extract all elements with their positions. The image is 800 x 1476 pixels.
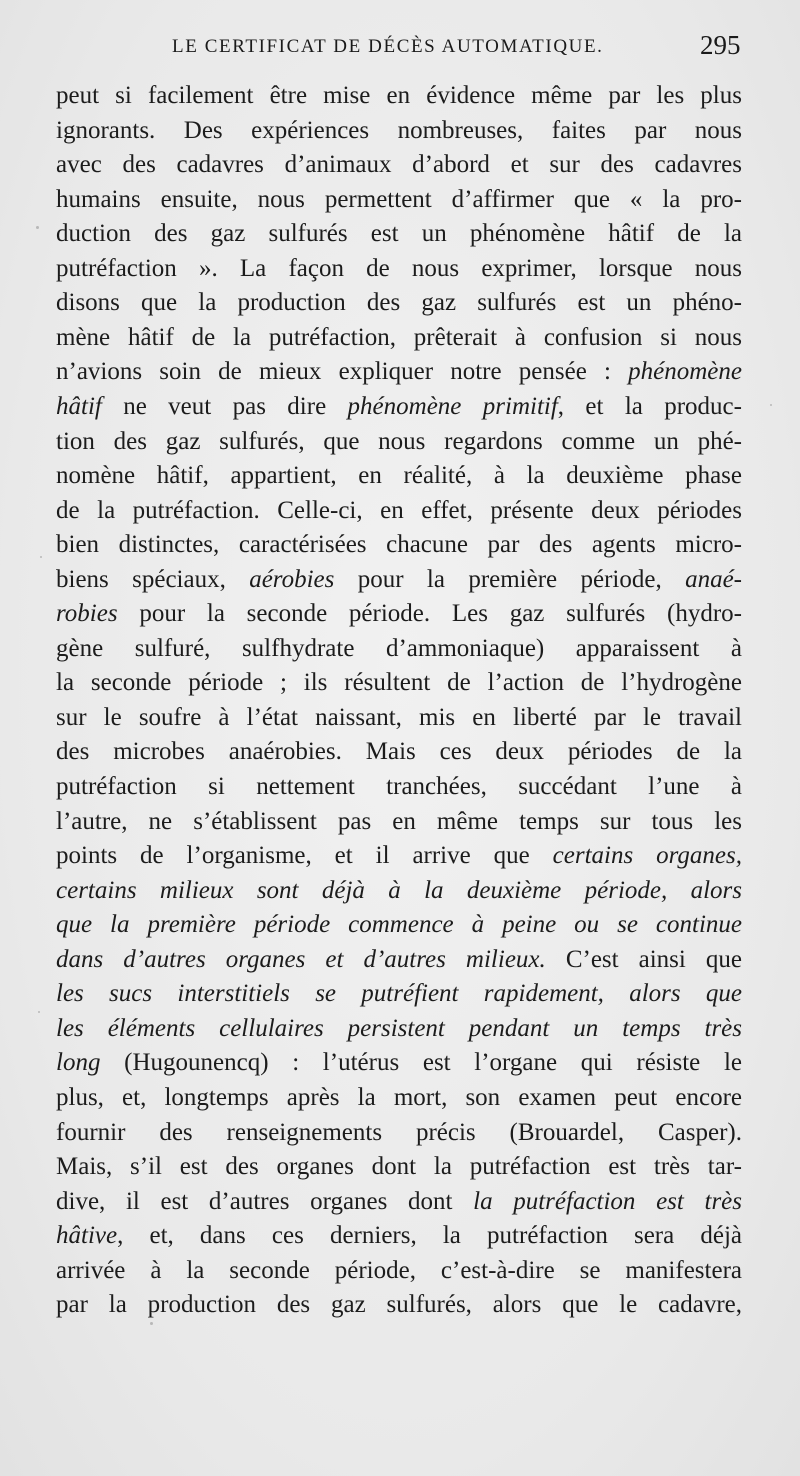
text-line <box>56 770 742 804</box>
text-line <box>56 1254 742 1288</box>
text-segment: gène sulfuré, sulfhydrate d’ammoniaque) apparaissent à <box>56 634 742 662</box>
text-line <box>56 1116 742 1150</box>
text-segment: putréfaction ». La façon de nous exprimer, lorsque nous <box>56 254 742 282</box>
print-speck <box>150 1322 153 1325</box>
italic-text-segment: certains organes, <box>552 842 742 870</box>
text-line <box>56 217 742 251</box>
text-segment: (Hugounencq) : l’utérus est l’organe qui résiste le <box>100 1049 742 1077</box>
text-line <box>56 1046 742 1080</box>
text-segment: putréfaction si nettement tranchées, succédant l’une à <box>56 773 742 800</box>
text-segment: arrivée à la seconde période, c’est-à-dire se manifestera <box>56 1256 742 1284</box>
italic-text-segment: phénomène <box>628 358 742 386</box>
italic-text-segment: hâtive <box>56 1222 118 1250</box>
text-segment: par la production des gaz sulfurés, alors que le cadavre, <box>56 1291 742 1319</box>
italic-text-segment: phénomène primitif <box>347 392 558 420</box>
text-line <box>56 874 742 908</box>
text-line <box>56 148 742 182</box>
text-line <box>56 632 742 666</box>
text-line <box>56 494 742 528</box>
text-line <box>56 79 742 113</box>
text-segment: de la putréfaction. Celle-ci, en effet, présente deux périodes <box>56 496 742 524</box>
italic-text-segment: anaé- <box>685 565 742 593</box>
text-line <box>56 701 742 735</box>
text-segment: nomène hâtif, appartient, en réalité, à la deuxième phase <box>56 462 742 489</box>
italic-text-segment: que la première période commence à peine ou se continue <box>56 911 742 939</box>
italic-text-segment: les sucs interstitiels se putréfient rapidement, alors que <box>56 980 742 1008</box>
text-segment: peut si facilement être mise en évidence même par les plus <box>56 82 742 109</box>
text-line <box>56 1012 742 1046</box>
text-segment: dive, il est d’autres organes dont <box>56 1187 474 1215</box>
italic-text-segment: robies <box>56 600 118 628</box>
text-segment: n’avions soin de mieux expliquer notre pensée : <box>56 358 629 386</box>
text-segment: biens spéciaux, <box>56 565 250 593</box>
print-speck <box>770 404 772 406</box>
text-segment: , et la produc- <box>557 392 742 420</box>
text-segment: sur le soufre à l’état naissant, mis en liberté par le travail <box>56 703 742 731</box>
text-segment: , et, dans ces derniers, la putréfaction sera déjà <box>117 1222 742 1250</box>
italic-text-segment: hâtif <box>56 392 102 420</box>
text-line <box>56 355 742 389</box>
text-segment: points de l’organisme, et il arrive que <box>56 842 553 870</box>
text-line <box>56 805 742 839</box>
text-segment: pour la seconde période. Les gaz sulfurés (hydro- <box>117 600 742 628</box>
text-segment: ne veut pas dire <box>101 392 348 420</box>
text-line <box>56 425 742 459</box>
text-segment: disons que la production des gaz sulfurés est un phéno- <box>56 289 742 317</box>
italic-text-segment: les éléments cellulaires persistent pendant un temps très <box>56 1014 742 1042</box>
print-speck <box>36 226 39 229</box>
text-segment: pour la première période, <box>334 565 686 593</box>
text-line <box>56 943 742 977</box>
text-line <box>56 839 742 873</box>
text-segment: bien distinctes, caractérisées chacune par des agents micro- <box>56 531 742 559</box>
text-segment: l’autre, ne s’établissent pas en même temps sur tous les <box>56 807 742 835</box>
running-title: LE CERTIFICAT DE DÉCÈS AUTOMATIQUE. <box>172 36 604 57</box>
text-line <box>56 977 742 1011</box>
text-segment: des microbes anaérobies. Mais ces deux périodes de la <box>56 738 742 766</box>
text-line <box>56 286 742 320</box>
text-line <box>56 597 742 631</box>
text-segment: ignorants. Des expériences nombreuses, faites par nous <box>56 116 742 144</box>
text-segment: avec des cadavres d’animaux d’abord et sur des cadavres <box>56 151 742 179</box>
italic-text-segment: certains milieux sont déjà à la deuxième période, alors <box>56 876 742 904</box>
text-line <box>56 252 742 286</box>
text-line <box>56 528 742 562</box>
text-segment: C’est ainsi que <box>545 945 742 973</box>
text-segment: fournir des renseignements précis (Brouardel, Casper). <box>56 1118 742 1146</box>
text-line <box>56 563 742 597</box>
text-line <box>56 1288 742 1322</box>
text-segment: la seconde période ; ils résultent de l’action de l’hydrogène <box>56 669 742 697</box>
italic-text-segment: aérobies <box>249 565 335 593</box>
text-line <box>56 735 742 769</box>
print-speck <box>38 1011 40 1013</box>
text-line <box>56 183 742 217</box>
text-line <box>56 1219 742 1253</box>
page-number: 295 <box>700 30 741 60</box>
italic-text-segment: dans d’autres organes et d’autres milieux. <box>56 945 546 973</box>
text-segment: Mais, s’il est des organes dont la putréfaction est très tar- <box>56 1153 742 1180</box>
running-header <box>0 30 800 70</box>
text-segment: humains ensuite, nous permettent d’affirmer que « la pro- <box>56 185 742 213</box>
text-line <box>56 459 742 493</box>
text-line <box>56 908 742 942</box>
print-speck <box>40 556 42 558</box>
text-line <box>56 1185 742 1219</box>
italic-text-segment: long <box>56 1049 101 1077</box>
text-line <box>56 114 742 148</box>
text-line <box>56 390 742 424</box>
text-segment: tion des gaz sulfurés, que nous regardons comme un phé- <box>56 427 742 455</box>
text-segment: plus, et, longtemps après la mort, son examen peut encore <box>56 1083 742 1111</box>
text-segment: duction des gaz sulfurés est un phénomène hâtif de la <box>56 220 742 248</box>
italic-text-segment: la putréfaction est très <box>473 1187 742 1215</box>
text-line <box>56 666 742 700</box>
text-line <box>56 321 742 355</box>
text-line <box>56 1150 742 1184</box>
text-line <box>56 1081 742 1115</box>
text-segment: mène hâtif de la putréfaction, prêterait à confusion si nous <box>56 323 742 351</box>
